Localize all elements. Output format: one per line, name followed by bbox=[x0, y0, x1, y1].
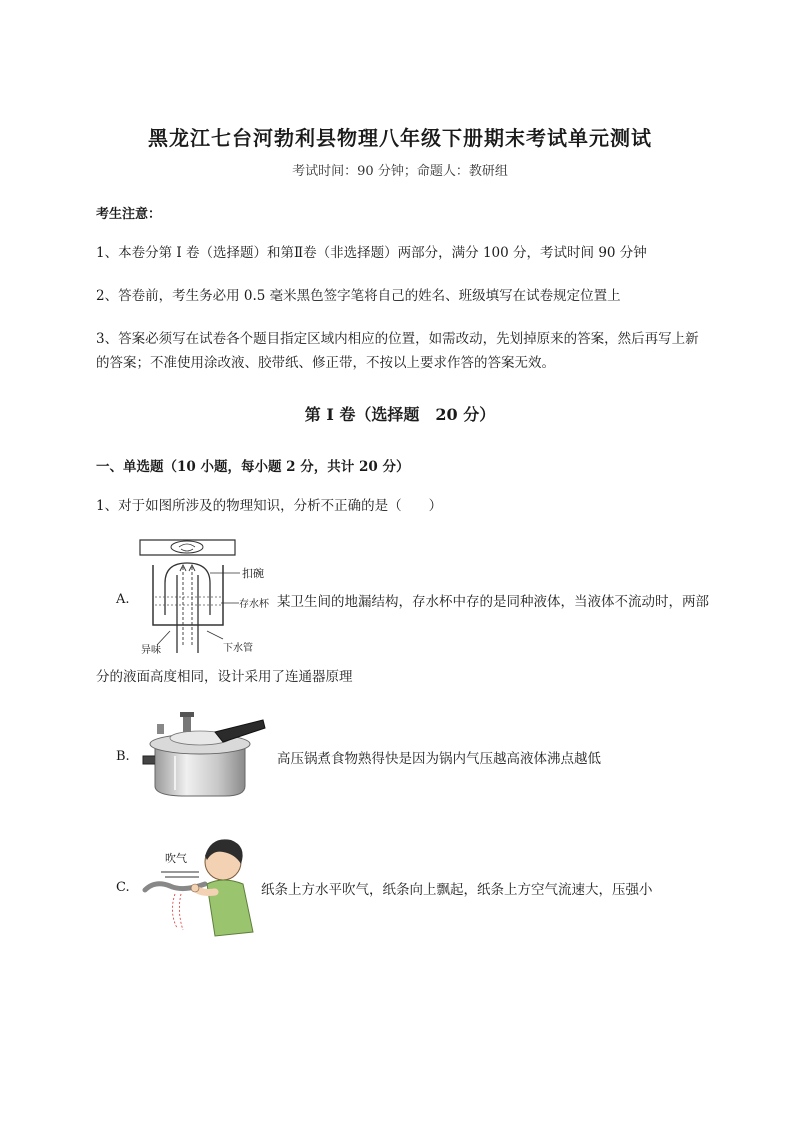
section-title: 第 I 卷（选择题 20 分） bbox=[304, 405, 496, 424]
option-a-text-cont: 分的液面高度相同，设计采用了连通器原理 bbox=[96, 669, 353, 685]
option-b-letter: B. bbox=[116, 749, 130, 764]
label-blow: 吹气 bbox=[165, 852, 187, 865]
option-a-letter: A. bbox=[116, 592, 130, 607]
option-a-text: 某卫生间的地漏结构，存水杯中存的是同种液体，当液体不流动时，两部 bbox=[277, 594, 709, 610]
pressure-cooker-figure bbox=[135, 708, 270, 800]
label-odor: 异味 bbox=[141, 645, 161, 656]
exam-meta: 考试时间：90 分钟；命题人：教研组 bbox=[292, 164, 508, 179]
label-pipe: 下水管 bbox=[223, 643, 253, 654]
part-heading: 一、单选题（10 小题，每小题 2 分，共计 20 分） bbox=[96, 459, 410, 475]
question-1-stem: 1、对于如图所涉及的物理知识，分析不正确的是（ ） bbox=[96, 498, 443, 514]
option-c-text: 纸条上方水平吹气，纸条向上飘起，纸条上方空气流速大，压强小 bbox=[261, 882, 653, 898]
label-cup: 存水杯 bbox=[239, 599, 269, 610]
notice-heading: 考生注意： bbox=[96, 207, 162, 222]
notice-item-3: 3、答案必须写在试卷各个题目指定区域内相应的位置，如需改动，先划掉原来的答案，然后再写上新的答案；不准使用涂改液、胶带纸、修正带，不按以上要求作答的答案无效。 bbox=[96, 331, 699, 371]
blowing-paper-figure bbox=[135, 832, 260, 942]
label-bowl: 扣碗 bbox=[242, 567, 264, 580]
floor-drain-figure bbox=[135, 535, 285, 660]
page-title: 黑龙江七台河勃利县物理八年级下册期末考试单元测试 bbox=[148, 126, 652, 150]
notice-item-1: 1、本卷分第 I 卷（选择题）和第Ⅱ卷（非选择题）两部分，满分 100 分，考试时间 90 分钟 bbox=[96, 245, 647, 261]
option-b-text: 高压锅煮食物熟得快是因为锅内气压越高液体沸点越低 bbox=[277, 751, 601, 767]
option-c-letter: C. bbox=[116, 880, 130, 895]
notice-item-2: 2、答卷前，考生务必用 0.5 毫米黑色签字笔将自己的姓名、班级填写在试卷规定位置上 bbox=[96, 288, 621, 304]
